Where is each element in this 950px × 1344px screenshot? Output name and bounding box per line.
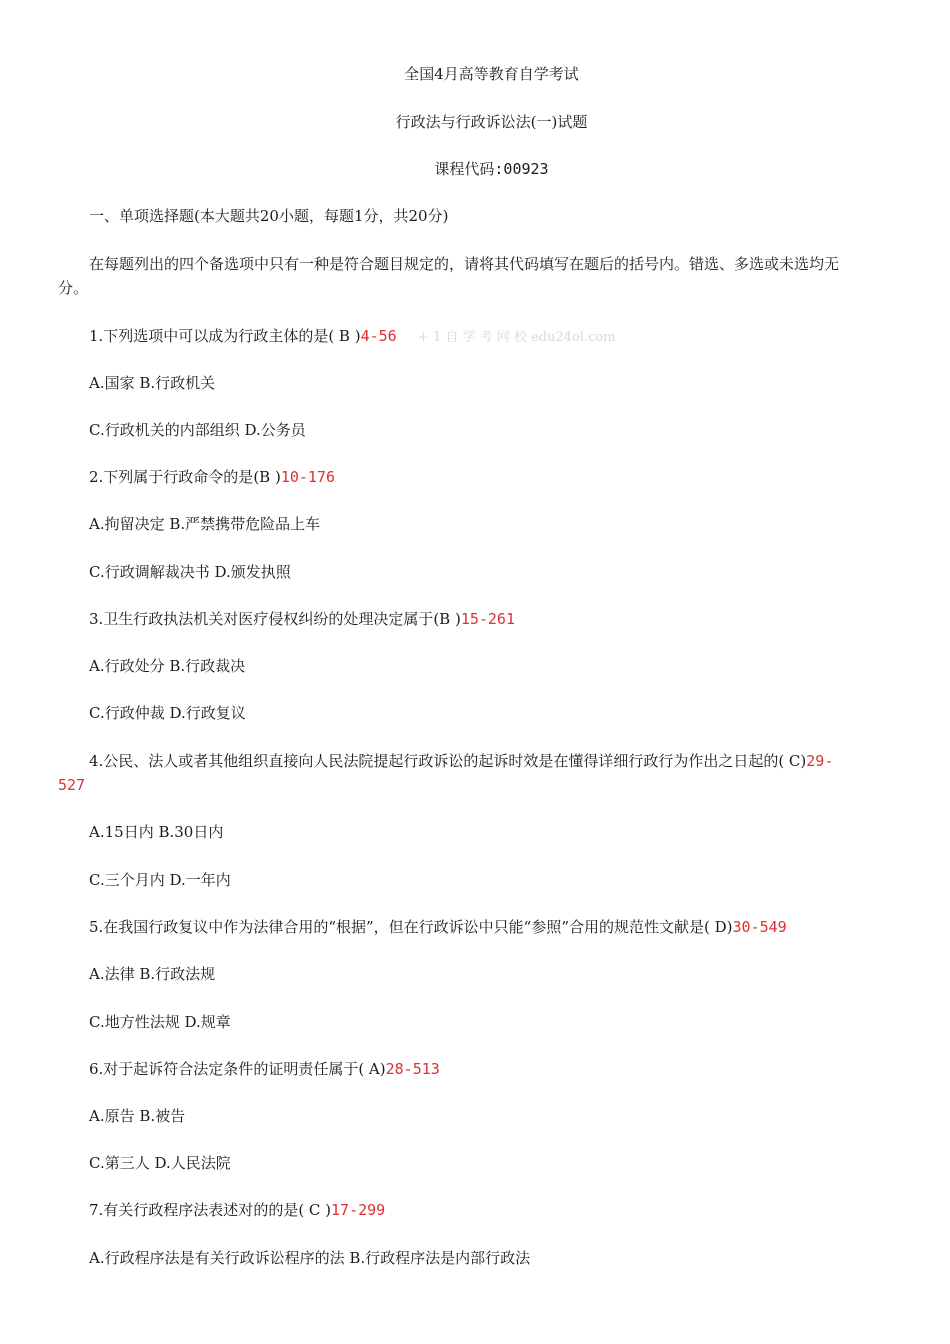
question-option: A.行政处分 B.行政裁决 <box>89 657 246 675</box>
question-text: 5.在我国行政复议中作为法律合用的“根据”，但在行政诉讼中只能“参照”合用的规范性文献是( D) <box>89 918 733 936</box>
page-reference: 28-513 <box>385 1060 440 1078</box>
page-reference: 15-261 <box>460 610 515 628</box>
page-reference-cont: 527 <box>58 776 86 794</box>
question-text: 4.公民、法人或者其他组织直接向人民法院提起行政诉讼的起诉时效是在懂得详细行政行为作出之日起的( C) <box>89 752 807 770</box>
page-reference: 10-176 <box>280 468 335 486</box>
section-instruction: 在每题列出的四个备选项中只有一种是符合题目规定的，请将其代码填写在题后的括号内。错选、多选或未选均无 <box>89 255 840 273</box>
question-stem <box>89 1200 385 1220</box>
question-stem <box>89 326 397 346</box>
question-option: C.行政仲裁 D.行政复议 <box>89 704 246 722</box>
question-text: 7.有关行政程序法表述对的的是( C ) <box>89 1201 332 1219</box>
question-stem <box>89 751 833 771</box>
course-code: 课程代码:00923 <box>434 160 549 178</box>
question-option: A.拘留决定 B.严禁携带危险品上车 <box>89 515 321 533</box>
page-reference: 30-549 <box>732 918 787 936</box>
question-stem <box>89 1059 440 1079</box>
question-text: 6.对于起诉符合法定条件的证明责任属于( A) <box>89 1060 386 1078</box>
question-option: A.法律 B.行政法规 <box>89 965 216 983</box>
section-instruction-cont: 分。 <box>58 279 89 297</box>
question-text: 1.下列选项中可以成为行政主体的是( B ) <box>89 327 361 345</box>
question-stem <box>89 609 515 629</box>
question-stem <box>89 467 335 487</box>
question-option: A.国家 B.行政机关 <box>89 374 216 392</box>
question-text: 2.下列属于行政命令的是(B ) <box>89 468 281 486</box>
page-reference: 4-56 <box>360 327 397 345</box>
question-option: C.行政机关的内部组织 D.公务员 <box>89 421 306 439</box>
question-option: A.原告 B.被告 <box>89 1107 186 1125</box>
question-option: C.第三人 D.人民法院 <box>89 1154 231 1172</box>
exam-title: 全国4月高等教育自学考试 <box>404 65 579 83</box>
page-reference: 29- <box>806 752 834 770</box>
section-heading: 一、单项选择题(本大题共20小题，每题1分，共20分) <box>89 207 449 225</box>
question-stem <box>89 917 787 937</box>
watermark: + 1 自 学 考 网 校 edu24ol.com <box>418 330 616 345</box>
exam-subtitle: 行政法与行政诉讼法(一)试题 <box>395 113 588 131</box>
question-option: A.行政程序法是有关行政诉讼程序的法 B.行政程序法是内部行政法 <box>89 1249 531 1267</box>
question-text: 3.卫生行政执法机关对医疗侵权纠纷的处理决定属于(B ) <box>89 610 461 628</box>
question-option: C.行政调解裁决书 D.颁发执照 <box>89 563 291 581</box>
page-reference: 17-299 <box>331 1201 386 1219</box>
question-option: C.三个月内 D.一年内 <box>89 871 231 889</box>
question-option: A.15日内 B.30日内 <box>89 823 224 841</box>
question-option: C.地方性法规 D.规章 <box>89 1013 231 1031</box>
